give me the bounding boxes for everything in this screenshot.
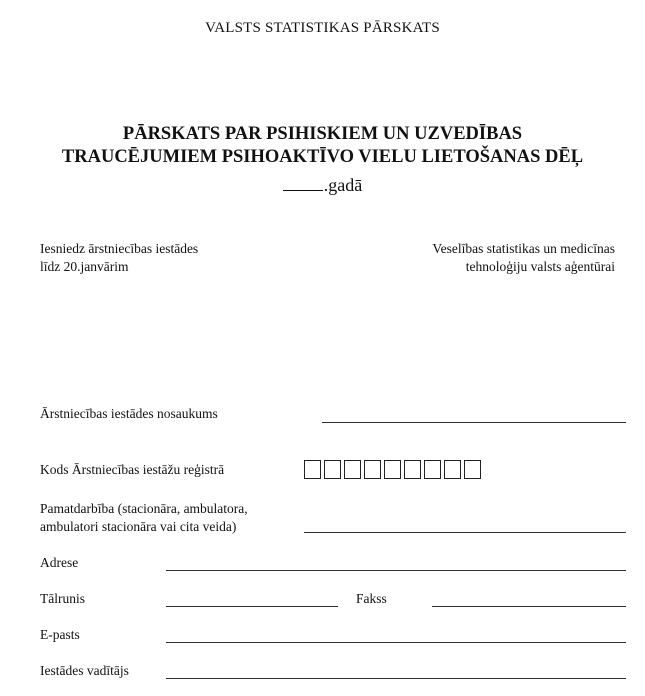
agency-title: VALSTS STATISTIKAS PĀRSKATS [205, 20, 440, 36]
submission-right-line2: tehnoloģiju valsts aģentūrai [465, 259, 615, 274]
registry-code-box[interactable] [404, 460, 421, 479]
director-label: Iestādes vadītājs [40, 663, 129, 678]
submission-left-line1: Iesniedz ārstniecības iestādes [40, 241, 199, 256]
activity-label-line1: Pamatdarbība (stacionāra, ambulatora, [40, 501, 248, 516]
institution-name-label: Ārstniecības iestādes nosaukums [40, 406, 218, 421]
year-blank-field[interactable] [283, 172, 323, 191]
activity-label-line2: ambulatori stacionāra vai cita veida) [40, 519, 237, 534]
activity-label [40, 500, 248, 536]
email-field[interactable] [166, 642, 626, 643]
registry-code-box[interactable] [424, 460, 441, 479]
fax-label: Fakss [356, 591, 387, 606]
email-label: E-pasts [40, 627, 80, 642]
registry-code-box[interactable] [304, 460, 321, 479]
registry-code-label: Kods Ārstniecības iestāžu reģistrā [40, 462, 225, 477]
institution-name-field[interactable] [322, 422, 626, 423]
address-field[interactable] [166, 570, 626, 571]
submission-note-right [432, 240, 615, 276]
phone-field[interactable] [166, 606, 338, 607]
registry-code-box[interactable] [364, 460, 381, 479]
registry-code-box[interactable] [384, 460, 401, 479]
registry-code-box[interactable] [324, 460, 341, 479]
year-suffix: .gadā [323, 175, 363, 195]
submission-right-line1: Veselības statistikas un medicīnas [432, 241, 615, 256]
report-title-line1: PĀRSKATS PAR PSIHISKIEM UN UZVEDĪBAS [122, 124, 523, 144]
phone-label: Tālrunis [40, 591, 85, 606]
address-label: Adrese [40, 555, 79, 570]
fax-field[interactable] [432, 606, 626, 607]
registry-code-boxes [304, 460, 484, 479]
submission-left-line2: līdz 20.janvārim [40, 259, 129, 274]
report-year-line [0, 172, 645, 196]
registry-code-box[interactable] [344, 460, 361, 479]
submission-note-left [40, 240, 198, 276]
registry-code-box[interactable] [444, 460, 461, 479]
activity-field[interactable] [304, 532, 626, 533]
registry-code-box[interactable] [464, 460, 481, 479]
report-title-line2: TRAUCĒJUMIEM PSIHOAKTĪVO VIELU LIETOŠANAS DĒĻ [61, 147, 584, 167]
director-field[interactable] [166, 678, 626, 679]
